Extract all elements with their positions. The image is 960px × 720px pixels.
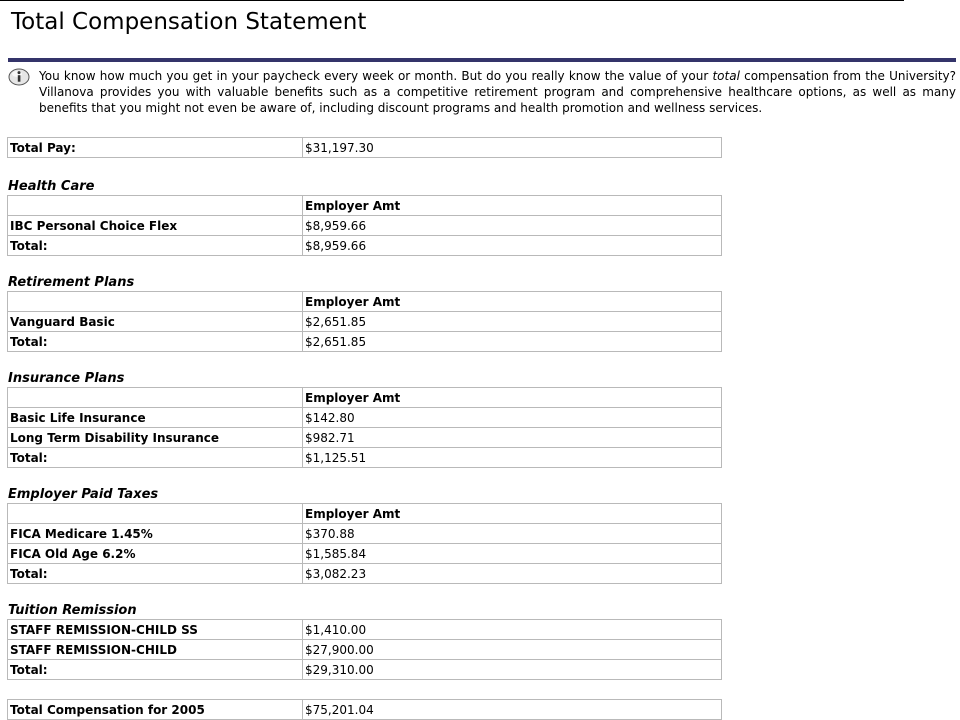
total-amount: $29,310.00: [303, 660, 722, 680]
employer-amt-header: Employer Amt: [303, 292, 722, 312]
section-title-retirement-plans: Retirement Plans: [8, 275, 135, 290]
intro-text: [39, 68, 956, 116]
benefit-amount: $982.71: [303, 428, 722, 448]
benefit-label: Long Term Disability Insurance: [8, 428, 303, 448]
employer-paid-taxes-table: [7, 503, 722, 584]
total-label: Total:: [8, 236, 303, 256]
section-title-employer-paid-taxes: Employer Paid Taxes: [8, 487, 159, 502]
header-blank-cell: [8, 388, 303, 408]
benefit-label: FICA Old Age 6.2%: [8, 544, 303, 564]
benefit-amount: $2,651.85: [303, 312, 722, 332]
header-blank-cell: [8, 196, 303, 216]
total-amount: $8,959.66: [303, 236, 722, 256]
tuition-remission-table: [7, 619, 722, 680]
total-amount: $3,082.23: [303, 564, 722, 584]
benefit-amount: $142.80: [303, 408, 722, 428]
total-label: Total:: [8, 448, 303, 468]
intro-text-part2: compensation from the University? Villanova provides you with valuable benefits such as a competitive retirement program and comprehensive healthcare options, as well as many benefits that you might not even be aware of, including discount programs and health promotion and wellness services.: [39, 69, 956, 115]
grand-total-label: Total Compensation for 2005: [8, 700, 303, 720]
table-row: [8, 524, 722, 544]
benefit-label: STAFF REMISSION-CHILD SS: [8, 620, 303, 640]
table-header-row: [8, 504, 722, 524]
intro-text-part1: You know how much you get in your paycheck every week or month. But do you really know the value of your: [39, 69, 713, 83]
table-row: [8, 428, 722, 448]
retirement-plans-table: [7, 291, 722, 352]
top-rule: [0, 0, 904, 1]
table-total-row: [8, 660, 722, 680]
total-pay-table: [7, 137, 722, 158]
intro-text-emphasis: total: [712, 69, 740, 83]
table-row: [8, 312, 722, 332]
table-total-row: [8, 700, 722, 720]
page-title: Total Compensation Statement: [11, 9, 367, 35]
section-title-tuition-remission: Tuition Remission: [8, 603, 137, 618]
table-header-row: [8, 292, 722, 312]
total-amount: $1,125.51: [303, 448, 722, 468]
total-label: Total:: [8, 332, 303, 352]
benefit-label: STAFF REMISSION-CHILD: [8, 640, 303, 660]
employer-amt-header: Employer Amt: [303, 196, 722, 216]
table-row: [8, 620, 722, 640]
benefit-amount: $1,585.84: [303, 544, 722, 564]
table-row: [8, 408, 722, 428]
total-pay-label: Total Pay:: [8, 138, 303, 158]
table-row: [8, 640, 722, 660]
benefit-amount: $370.88: [303, 524, 722, 544]
benefit-amount: $8,959.66: [303, 216, 722, 236]
benefit-label: Basic Life Insurance: [8, 408, 303, 428]
benefit-amount: $1,410.00: [303, 620, 722, 640]
total-label: Total:: [8, 660, 303, 680]
table-total-row: [8, 236, 722, 256]
health-care-table: [7, 195, 722, 256]
total-pay-value: $31,197.30: [303, 138, 722, 158]
table-total-row: [8, 332, 722, 352]
grand-total-table: [7, 699, 722, 720]
table-row: [8, 544, 722, 564]
title-divider: [8, 58, 956, 62]
header-blank-cell: [8, 292, 303, 312]
benefit-label: IBC Personal Choice Flex: [8, 216, 303, 236]
table-total-row: [8, 448, 722, 468]
table-header-row: [8, 388, 722, 408]
benefit-label: Vanguard Basic: [8, 312, 303, 332]
total-amount: $2,651.85: [303, 332, 722, 352]
table-row: [8, 138, 722, 158]
grand-total-value: $75,201.04: [303, 700, 722, 720]
section-title-insurance-plans: Insurance Plans: [8, 371, 125, 386]
employer-amt-header: Employer Amt: [303, 504, 722, 524]
intro-panel: [8, 68, 956, 116]
table-header-row: [8, 196, 722, 216]
employer-amt-header: Employer Amt: [303, 388, 722, 408]
table-total-row: [8, 564, 722, 584]
info-icon: [8, 68, 30, 86]
section-title-health-care: Health Care: [8, 179, 95, 194]
table-row: [8, 216, 722, 236]
total-label: Total:: [8, 564, 303, 584]
insurance-plans-table: [7, 387, 722, 468]
benefit-label: FICA Medicare 1.45%: [8, 524, 303, 544]
benefit-amount: $27,900.00: [303, 640, 722, 660]
header-blank-cell: [8, 504, 303, 524]
